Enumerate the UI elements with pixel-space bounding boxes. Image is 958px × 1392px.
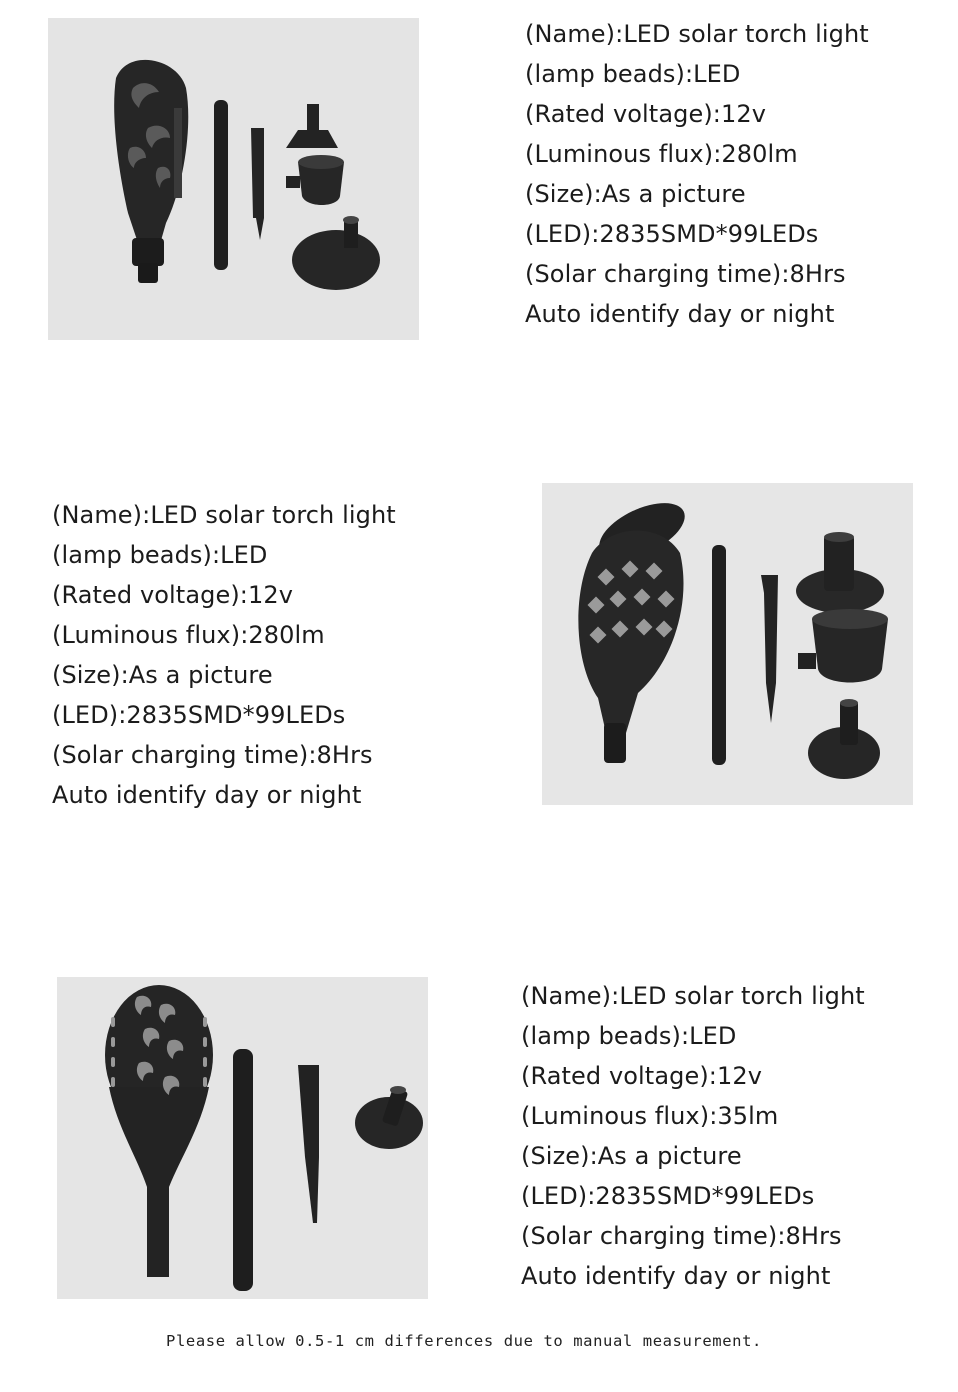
spec-size: (Size):As a picture (521, 1142, 742, 1170)
product-photo-3 (57, 977, 428, 1299)
pole-icon (233, 1049, 253, 1291)
product-photo-1 (48, 18, 419, 340)
spec-charging-time: (Solar charging time):8Hrs (525, 260, 846, 288)
spec-auto-identify: Auto identify day or night (52, 781, 362, 809)
spec-size: (Size):As a picture (525, 180, 746, 208)
spec-name: (Name):LED solar torch light (52, 501, 396, 529)
spec-charging-time: (Solar charging time):8Hrs (521, 1222, 842, 1250)
spec-charging-time: (Solar charging time):8Hrs (52, 741, 373, 769)
spec-rated-voltage: (Rated voltage):12v (525, 100, 767, 128)
spec-size: (Size):As a picture (52, 661, 273, 689)
product-photo-3-drawing (57, 977, 428, 1299)
spec-rated-voltage: (Rated voltage):12v (521, 1062, 763, 1090)
spec-list-1 (525, 14, 869, 334)
spec-auto-identify: Auto identify day or night (525, 300, 835, 328)
spec-name: (Name):LED solar torch light (525, 20, 869, 48)
spec-lamp-beads: (lamp beads):LED (525, 60, 741, 88)
product-photo-2-drawing (542, 483, 913, 805)
spec-luminous-flux: (Luminous flux):280lm (525, 140, 798, 168)
spec-led: (LED):2835SMD*99LEDs (52, 701, 346, 729)
spec-lamp-beads: (lamp beads):LED (521, 1022, 737, 1050)
spec-name: (Name):LED solar torch light (521, 982, 865, 1010)
product-photo-2 (542, 483, 913, 805)
pole-icon (214, 100, 228, 270)
spec-rated-voltage: (Rated voltage):12v (52, 581, 294, 609)
spec-lamp-beads: (lamp beads):LED (52, 541, 268, 569)
product-photo-1-drawing (48, 18, 419, 340)
spec-luminous-flux: (Luminous flux):280lm (52, 621, 325, 649)
pole-icon (712, 545, 726, 765)
spec-led: (LED):2835SMD*99LEDs (525, 220, 819, 248)
spec-auto-identify: Auto identify day or night (521, 1262, 831, 1290)
spec-led: (LED):2835SMD*99LEDs (521, 1182, 815, 1210)
spec-list-2 (52, 495, 396, 815)
measurement-note: Please allow 0.5-1 cm differences due to manual measurement. (166, 1332, 762, 1350)
spec-luminous-flux: (Luminous flux):35lm (521, 1102, 779, 1130)
spec-list-3 (521, 976, 865, 1296)
